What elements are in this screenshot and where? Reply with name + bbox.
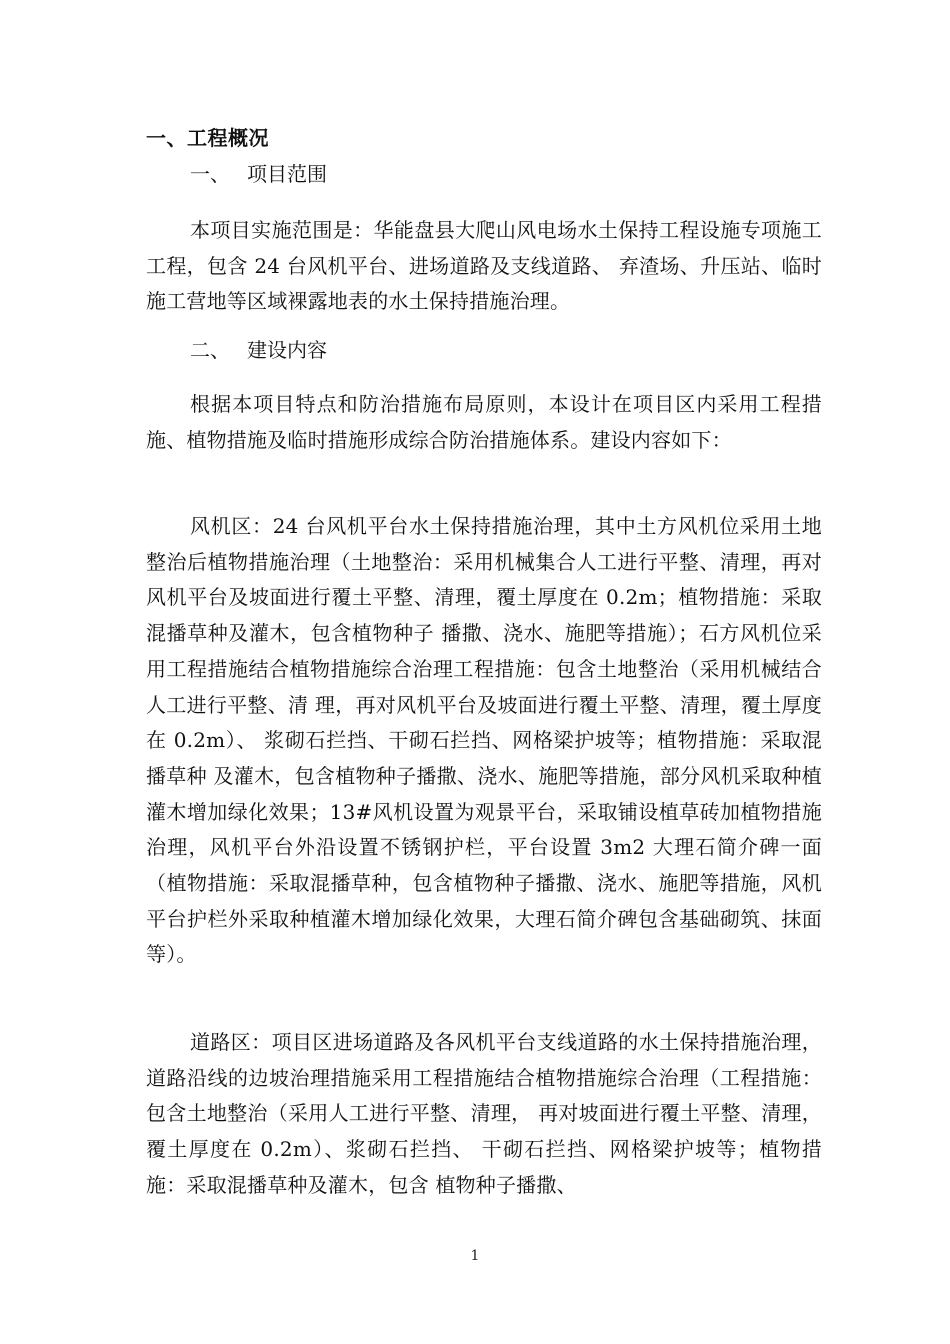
paragraph-scope: 本项目实施范围是：华能盘县大爬山风电场水土保持工程设施专项施工工程，包含 24 台风机平台、进场道路及支线道路、 弃渣场、升压站、临时施工营地等区域裸露地表的水土保持措施治理。	[146, 218, 822, 314]
subsection-number: 一、	[190, 162, 230, 186]
page-number: 1	[470, 1248, 480, 1264]
section-heading: 一、工程概况	[146, 126, 269, 150]
subsection-title: 建设内容	[247, 338, 327, 362]
subsection-title: 项目范围	[247, 162, 327, 186]
paragraph-content-intro: 根据本项目特点和防治措施布局原则，本设计在项目区内采用工程措施、植物措施及临时措施形成综合防治措施体系。建设内容如下：	[146, 392, 822, 452]
subsection-heading-scope	[190, 160, 327, 188]
subsection-heading-content	[190, 336, 327, 364]
subsection-number: 二、	[190, 338, 230, 362]
paragraph-road-area: 道路区：项目区进场道路及各风机平台支线道路的水土保持措施治理，道路沿线的边坡治理措施采用工程措施结合植物措施综合治理（工程措施：包含土地整治（采用人工进行平整、清理， 再对坡面进行覆土平整、清理，覆土厚度在 0.2m）、浆砌石拦挡、 干砌石拦挡、网格梁护坡等；植物措施：采取混播草种及灌木，包含 植物种子播撒、	[146, 1030, 822, 1197]
paragraph-fan-area: 风机区：24 台风机平台水土保持措施治理，其中土方风机位采用土地整治后植物措施治理（土地整治：采用机械集合人工进行平整、清理，再对风机平台及坡面进行覆土平整、清理，覆土厚度在 0.2m；植物措施：采取混播草种及灌木，包含植物种子 播撒、浇水、施肥等措施）；石方风机位采用工程措施结合植物措施综合治理工程措施：包含土地整治（采用机械结合人工进行平整、清 理，再对风机平台及坡面进行覆土平整、清理，覆土厚度在 0.2m）、 浆砌石拦挡、干砌石拦挡、网格梁护坡等；植物措施：采取混播草种 及灌木，包含植物种子播撒、浇水、施肥等措施，部分风机采取种植灌木增加绿化效果；13#风机设置为观景平台，采取铺设植草砖加植物措施治理，风机平台外沿设置不锈钢护栏，平台设置 3m2 大理石简介碑一面（植物措施：采取混播草种，包含植物种子播撒、浇水、施肥等措施，风机平台护栏外采取种植灌木增加绿化效果，大理石简介碑包含基础砌筑、抹面等）。	[146, 514, 822, 967]
